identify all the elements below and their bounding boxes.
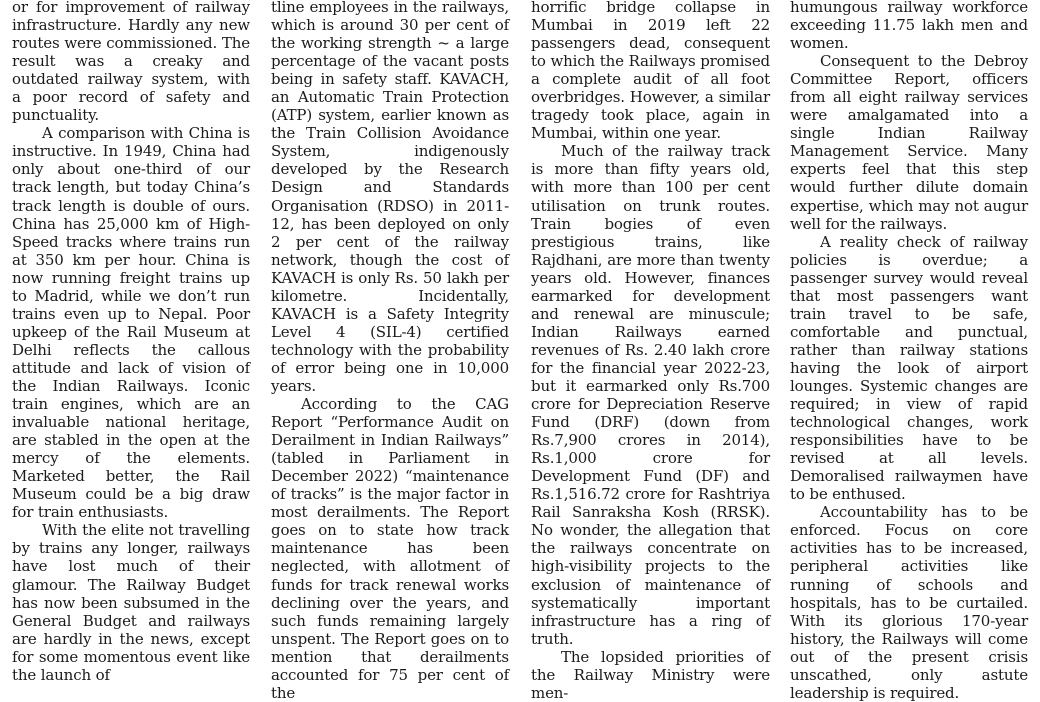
article-column-4 (790, 0, 1028, 702)
paragraph: tline employees in the railways, which is around 30 per cent of the working strength ~ a large percentage of the vacant posts being in safety staff. KAVACH, an Automatic Train Protection (ATP) system, earlier known as the Train Collision Avoidance System, indigenously developed by the Research Design and Standards Organisation (RDSO) in 2011-12, has been deployed on only 2 per cent of the railway network, though the cost of KAVACH is only Rs. 50 lakh per kilometre. Incidentally, KAVACH is a Safety Integrity Level 4 (SIL-4) certified technology with the probability of error being one in 10,000 years. (271, 0, 509, 395)
paragraph: With the elite not travelling by trains any longer, railways have lost much of their glamour. The Railway Budget has now been subsumed in the General Budget and railways are hardly in the news, except for some momentous event like the launch of (12, 521, 250, 684)
paragraph: Consequent to the Debroy Committee Report, officers from all eight railway services were amalgamated into a single Indian Railway Management Service. Many experts feel that this step would further dilute domain expertise, which may not augur well for the railways. (790, 52, 1028, 233)
paragraph: According to the CAG Report “Performance Audit on Derailment in Indian Railways” (tabled in Parliament in December 2022) “maintenance of tracks” is the major factor in most derailments. The Report goes on to state how track maintenance has been neglected, with allotment of funds for track renewal works declining over the years, and such funds remaining largely unspent. The Report goes on to mention that derailments accounted for 75 per cent of the (271, 395, 509, 702)
paragraph: horrific bridge collapse in Mumbai in 2019 left 22 passengers dead, consequent to which the Railways promised a complete audit of all foot overbridges. However, a similar tragedy took place, again in Mumbai, within one year. (531, 0, 770, 143)
article-column-2 (271, 0, 509, 702)
paragraph: humungous railway workforce exceeding 11.75 lakh men and women. (790, 0, 1028, 53)
paragraph: Accountability has to be enforced. Focus on core activities has to be increased, peripheral activities like running of schools and hospitals, has to be curtailed. With its glorious 170-year history, the Railways will come out of the present crisis unscathed, only astute leadership is required. (790, 503, 1028, 702)
article-column-3 (531, 0, 770, 702)
article-column-1 (12, 0, 250, 684)
paragraph: or for improvement of railway infrastructure. Hardly any new routes were commissioned. The result was a creaky and outdated railway system, with a poor record of safety and punctuality. (12, 0, 250, 125)
paragraph: A reality check of railway policies is overdue; a passenger survey would reveal that most passengers want train travel to be safe, comfortable and punctual, rather than railway stations having the look of airport lounges. Systemic changes are required; in view of rapid technological changes, work responsibilities have to be revised at all levels. Demoralised railwaymen have to be enthused. (790, 232, 1028, 504)
paragraph: Much of the railway track is more than fifty years old, with more than 100 per cent utilisation on trunk routes. Train bogies of even prestigious trains, like Rajdhani, are more than twenty years old. However, finances earmarked for development and renewal are minuscule; Indian Railways earned revenues of Rs. 2.40 lakh crore for the financial year 2022-23, but it earmarked only Rs.700 crore for Depreciation Reserve Fund (DRF) (down from Rs.7,900 crores in 2014), Rs.1,000 crore for Development Fund (DF) and Rs.1,516.72 crore for Rashtriya Rail Sanraksha Kosh (RRSK). No wonder, the allegation that the railways concentrate on high-visibility projects to the exclusion of maintenance of systematically important infrastructure has a ring of truth. (531, 142, 770, 648)
paragraph: The lopsided priorities of the Railway Ministry were men- (531, 647, 770, 702)
paragraph: A comparison with China is instructive. In 1949, China had only about one-third of our track length, but today China’s track length is double of ours. China has 25,000 km of High-Speed tracks where trains run at 350 km per hour. China is now running freight trains up to Madrid, while we don’t run trains even up to Nepal. Poor upkeep of the Rail Museum at Delhi reflects the callous attitude and lack of vision of the Indian Railways. Iconic train engines, which are an invaluable national heritage, are stabled in the open at the mercy of the elements. Marketed better, the Rail Museum could be a big draw for train enthusiasts. (12, 124, 250, 522)
